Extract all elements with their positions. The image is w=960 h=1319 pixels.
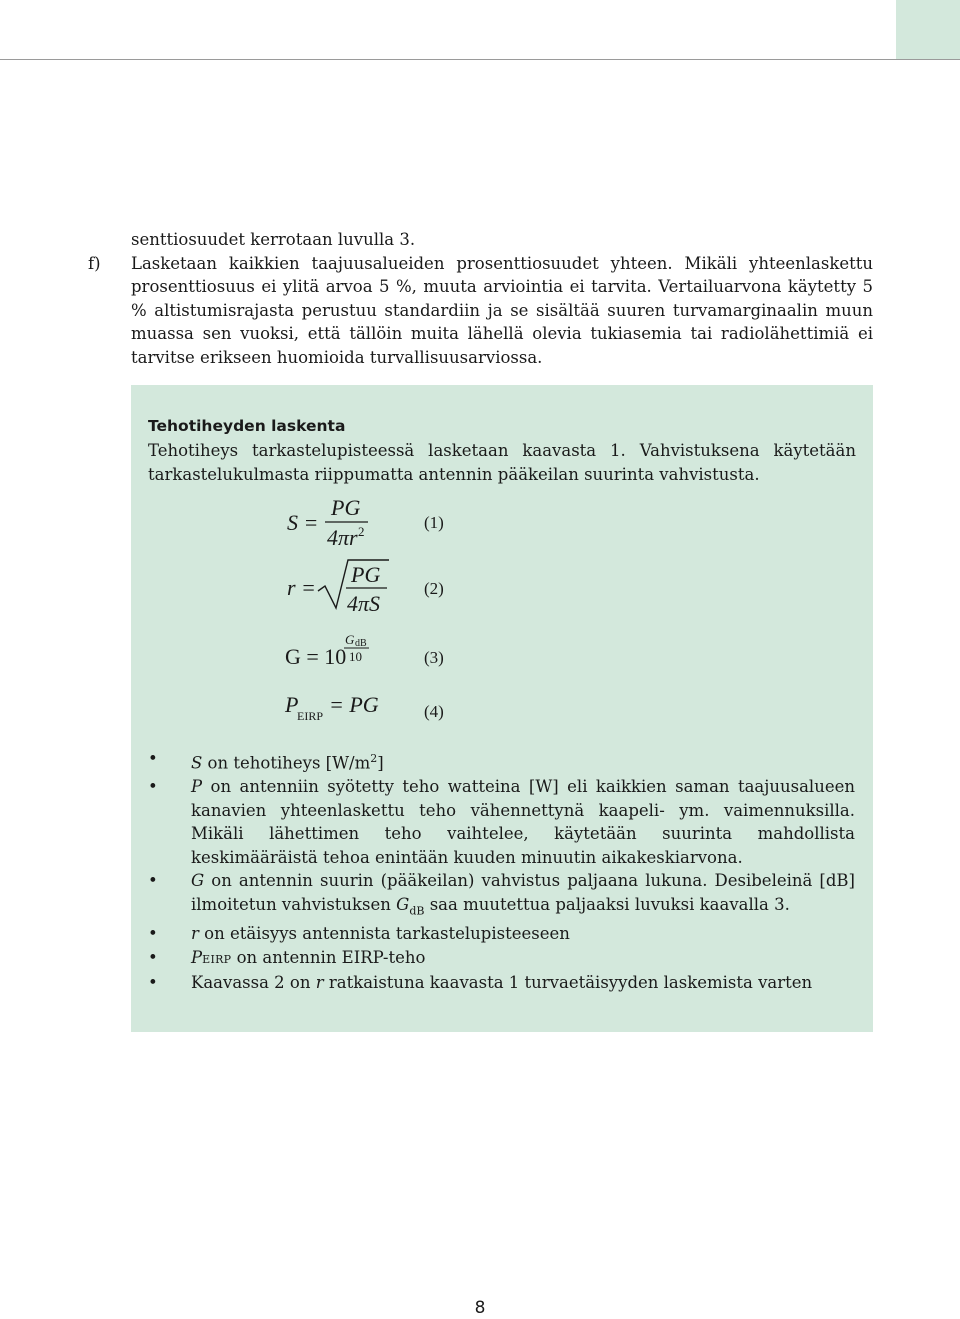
formula-1-number: (1) bbox=[424, 513, 444, 532]
intro-item-f bbox=[88, 252, 873, 370]
list-item: • G on antennin suurin (pääkeilan) vahvistus paljaana lukuna. Desibeleinä [dB] ilmoitetun vahvistuksen $G_{dB}$ saa muutettua paljaaksi luvuksi kaavalla 3. bbox=[148, 869, 855, 922]
intro-line-e-continuation: senttiosuudet kerrotaan luvulla 3. bbox=[131, 230, 416, 249]
formula-2-denominator: 4πS bbox=[347, 591, 381, 616]
list-item: • r on etäisyys antennista tarkastelupisteeseen bbox=[148, 922, 855, 946]
formula-3-exp-numerator: G bbox=[345, 632, 355, 647]
list-item: • S on tehotiheys $[W/m^2]$ bbox=[148, 747, 855, 775]
list-item: • PEIRP on antennin EIRP-teho bbox=[148, 946, 855, 972]
formula-4-lhs-sub: EIRP bbox=[297, 709, 324, 723]
header-rule bbox=[0, 59, 960, 60]
page-number: 8 bbox=[474, 1298, 486, 1318]
corner-tab bbox=[896, 0, 960, 59]
formula-1-numerator: PG bbox=[331, 495, 361, 520]
formula-4-rhs: = PG bbox=[329, 692, 379, 717]
formula-2-lhs: r = bbox=[287, 575, 316, 600]
formula-1-exponent: 2 bbox=[358, 524, 365, 539]
formula-3-lhs: G = 10 bbox=[285, 644, 347, 669]
formula-3-number: (3) bbox=[424, 648, 444, 667]
list-item: • P on antenniin syötetty teho watteina [W] eli kaikkien saman taajuusalueen kanavien yhteenlaskettu teho vähennettynä kaapeli- ym. vaimennuksilla. Mikäli lähettimen teho vaihtelee, käytetään suurinta mahdollista keskimääräistä tehoa enintään kuuden minuutin aikakeskiarvona. bbox=[148, 775, 855, 869]
formula-3-exp-numerator-sub: dB bbox=[355, 638, 367, 649]
list-item: • Kaavassa 2 on r ratkaistuna kaavasta 1 turvaetäisyyden laskemista varten bbox=[148, 971, 855, 995]
list-marker-f: f) bbox=[88, 253, 101, 273]
intro-item-f-text: Lasketaan kaikkien taajuusalueiden prosenttiosuudet yhteen. Mikäli yhteenlaskettu prosenttiosuus ei ylitä arvoa 5 %, muuta arviointia ei tarvita. Vertailuarvona käytetty 5 % altistumisrajasta perustuu standardiin ja se sisältää suuren turvamarginaalin muun muassa sen vuoksi, että tällöin muita lähellä olevia tukiasemia tai radiolähettimiä ei tarvitse erikseen huomioida turvallisuusarviossa. bbox=[131, 253, 873, 367]
formula-1-lhs: S = bbox=[287, 510, 319, 535]
formula-2-numerator: PG bbox=[351, 562, 381, 587]
intro-section bbox=[88, 228, 873, 369]
formula-3-exp-denominator: 10 bbox=[349, 649, 362, 664]
formula-1-denominator: 4πr bbox=[327, 525, 358, 550]
info-box bbox=[131, 385, 873, 1032]
box-text: Tehotiheys tarkastelupisteessä lasketaan kaavasta 1. Vahvistuksena käytetään tarkastelukulmasta riippumatta antennin pääkeilan suurinta vahvistusta. bbox=[148, 441, 856, 484]
box-title: Tehotiheyden laskenta bbox=[148, 417, 346, 435]
formula-2-radical bbox=[318, 560, 389, 608]
formula-4-number: (4) bbox=[424, 702, 444, 721]
formula-4-lhs-p: P bbox=[285, 692, 299, 717]
formula-2-number: (2) bbox=[424, 579, 444, 598]
definitions-list bbox=[148, 747, 855, 995]
